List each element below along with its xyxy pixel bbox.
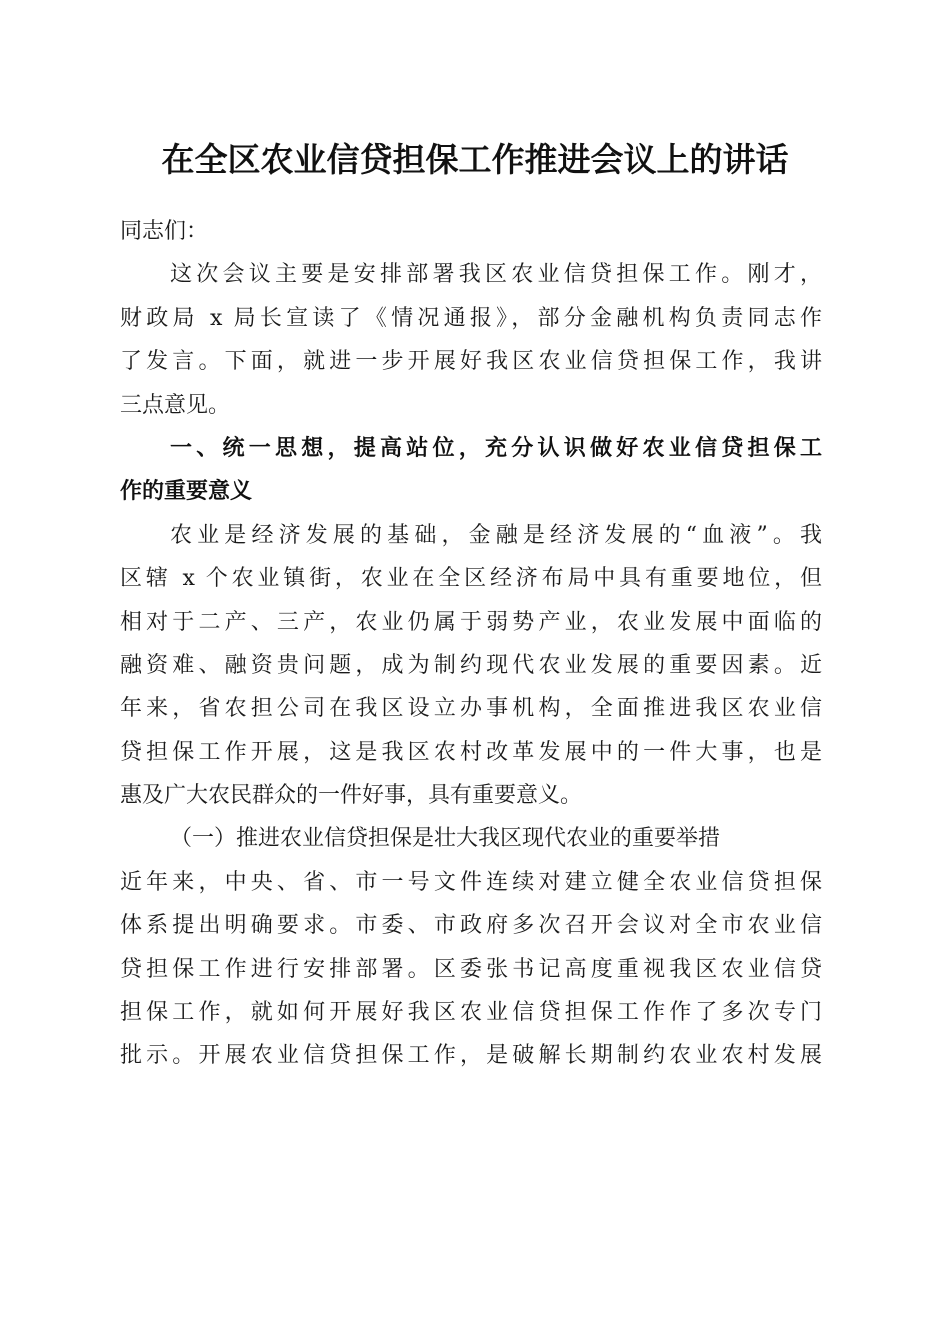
section-body-line: 融资难、融资贵问题，成为制约现代农业发展的重要因素。近 (120, 652, 822, 678)
section-heading: 作的重要意义 (120, 479, 253, 505)
section-body-line: 相对于二产、三产，农业仍属于弱势产业，农业发展中面临的 (120, 609, 822, 635)
subsection-body-line: 体系提出明确要求。市委、市政府多次召开会议对全市农业信 (120, 913, 822, 939)
intro-line: 三点意见。 (120, 392, 231, 418)
section-body-line: 农业是经济发展的基础，金融是经济发展的“血液”。我 (170, 522, 822, 548)
intro-line: 这次会议主要是安排部署我区农业信贷担保工作。刚才， (170, 262, 822, 288)
salutation: 同志们： (120, 219, 209, 244)
section-body-line: 区辖 x 个农业镇街，农业在全区经济布局中具有重要地位，但 (120, 566, 822, 592)
subsection-body-line: 批示。开展农业信贷担保工作，是破解长期制约农业农村发展 (120, 1043, 822, 1069)
section-body-line: 惠及广大农民群众的一件好事，具有重要意义。 (120, 783, 583, 809)
subsection-body-line: 担保工作，就如何开展好我区农业信贷担保工作作了多次专门 (120, 1000, 822, 1026)
subsection-heading: （一）推进农业信贷担保是壮大我区现代农业的重要举措 (170, 826, 721, 852)
intro-line: 财政局 x 局长宣读了《情况通报》，部分金融机构负责同志作 (120, 305, 822, 331)
intro-line: 了发言。下面，就进一步开展好我区农业信贷担保工作，我讲 (120, 349, 822, 375)
section-body-line: 年来，省农担公司在我区设立办事机构，全面推进我区农业信 (120, 696, 822, 722)
section-body-line: 贷担保工作开展，这是我区农村改革发展中的一件大事，也是 (120, 739, 822, 765)
document-title: 在全区农业信贷担保工作推进会议上的讲话 (161, 140, 789, 179)
section-heading: 一、统一思想，提高站位，充分认识做好农业信贷担保工 (170, 435, 822, 461)
subsection-body-line: 近年来，中央、省、市一号文件连续对建立健全农业信贷担保 (120, 869, 822, 895)
document-body (120, 210, 822, 1078)
subsection-body-line: 贷担保工作进行安排部署。区委张书记高度重视我区农业信贷 (120, 956, 822, 982)
